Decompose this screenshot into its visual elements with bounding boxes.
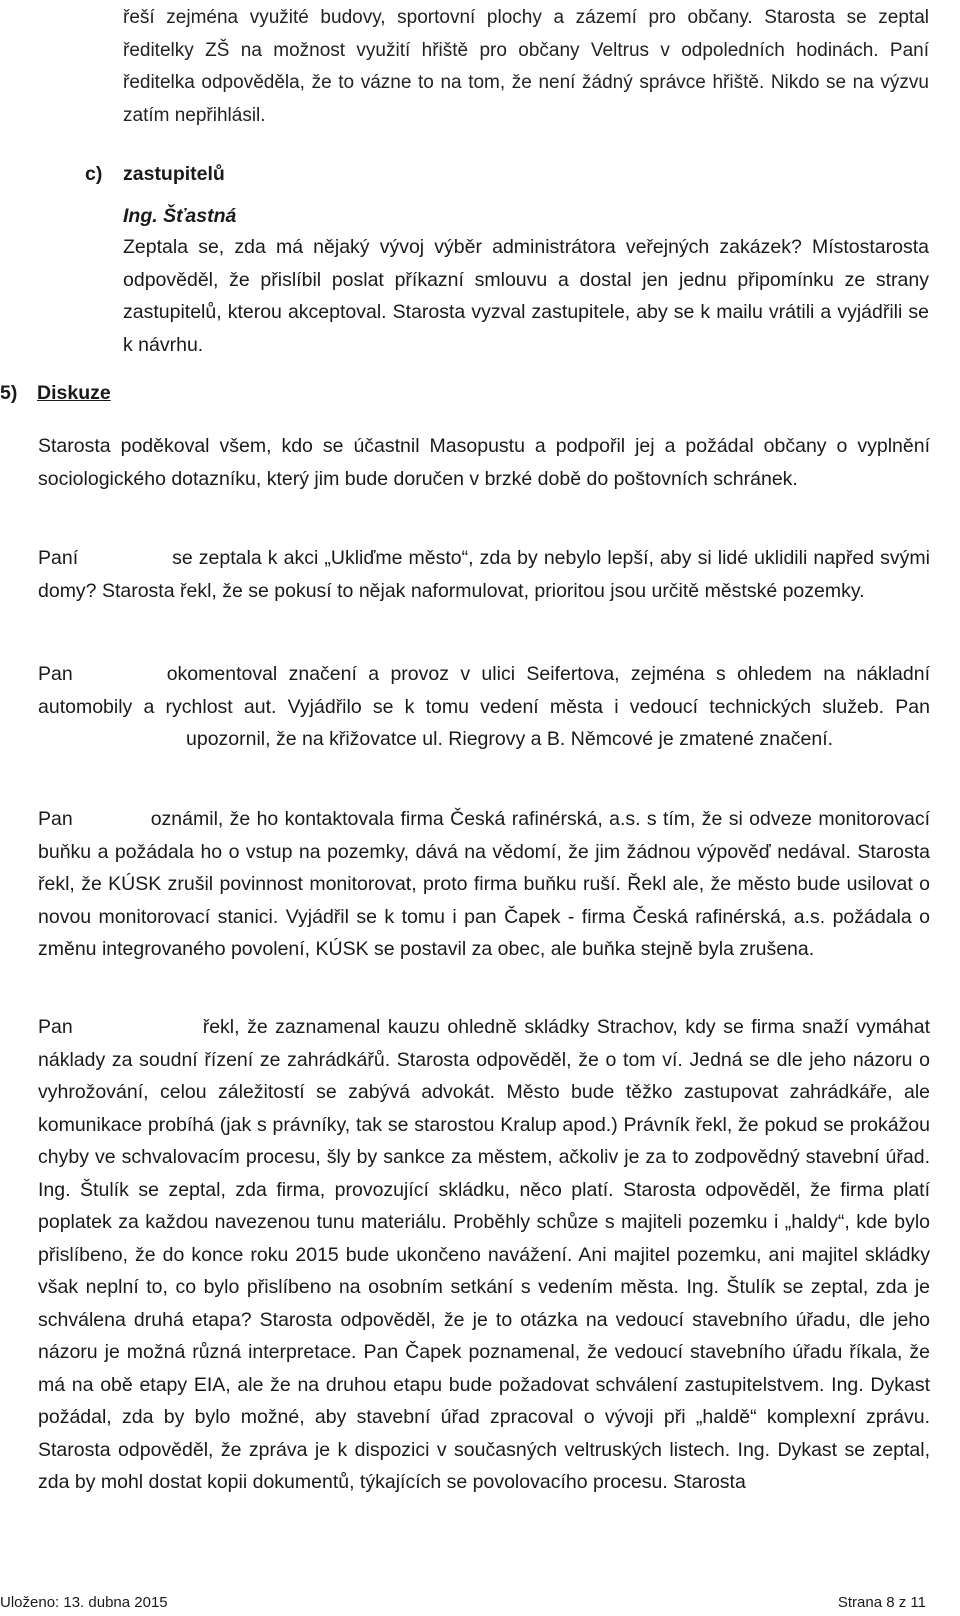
p4-text: oznámil, že ho kontaktovala firma Česká rafinérská, a.s. s tím, že si odveze monitorovací buňku a požádala ho o vstup na pozemky, dává na vědomí, že jim žádnou výpověď nedával. Starosta řekl, že KÚSK zrušil povinnost monitorovat, proto firma buňku ruší. Řekl ale, že město bude usilovat o novou monitorovací stanici. Vyjádřil se k tomu i pan Čapek - firma Česká rafinérská, a.s. požádala o změnu integrovaného povolení, KÚSK se postavil za obec, ale buňka stejně byla zrušena.	[38, 808, 930, 960]
section-c-label: c)	[85, 163, 103, 185]
discussion-paragraph-3	[38, 658, 930, 756]
speaker-name: Ing. Šťastná	[123, 205, 237, 227]
p2-lead: Paní	[38, 547, 79, 569]
footer-page-number: Strana 8 z 11	[837, 1594, 926, 1611]
intro-paragraph: řeší zejména využité budovy, sportovní plochy a zázemí pro občany. Starosta se zeptal ředitelky ZŠ na možnost využití hřiště pro občany Veltrus v odpoledních hodinách. Paní ředitelka odpověděla, že to vázne to na tom, že není žádný správce hřiště. Nikdo se na výzvu zatím nepřihlásil.	[123, 7, 929, 126]
p3-text-2: upozornil, že na křižovatce ul. Riegrovy a B. Němcové je zmatené značení.	[186, 728, 834, 750]
p3-text: okomentoval značení a provoz v ulici Seifertova, zejména s ohledem na nákladní automobily a rychlost aut. Vyjádřilo se k tomu vedení města i vedoucí technických služeb. Pan	[38, 663, 930, 718]
section-c-title: zastupitelů	[123, 163, 225, 185]
p5-text: řekl, že zaznamenal kauzu ohledně skládky Strachov, kdy se firma snaží vymáhat náklady za soudní řízení ze zahrádkářů. Starosta odpověděl, že o tom ví. Jedná se dle jeho názoru o vyhrožování, celou záležitostí se zabývá advokát. Město bude těžko zastupovat zahrádkáře, ale komunikace probíhá (jak s právníky, tak se starostou Kralup apod.) Právník řekl, že pokud se prokážou chyby ve schvalovacím procesu, šly by sankce za městem, ačkoliv je za to zodpovědný stavební úřad. Ing. Štulík se zeptal, zda firma, provozující skládku, něco platí. Starosta odpověděl, že firma platí poplatek za každou navezenou tunu materiálu. Proběhly schůze s majiteli pozemku i „haldy“, kde bylo přislíbeno, že do konce roku 2015 bude ukončeno navážení. Ani majitel pozemku, ani majitel skládky však neplní to, co bylo přislíbeno na osobním setkání s vedením města. Ing. Štulík se zeptal, zda je schválena druhá etapa? Starosta odpověděl, že je to otázka na vedoucí stavebního úřadu, dle jeho názoru je možná různá interpretace. Pan Čapek poznamenal, že vedoucí stavebního úřadu říkala, že má na obě etapy EIA, ale že na druhou etapu bude požadovat schválení zastupitelstvem. Ing. Dykast požádal, zda by bylo možné, aby stavební úřad zpracoval o vývoji při „haldě“ komplexní zprávu. Starosta odpověděl, že zpráva je k dispozici v současných veltruských listech. Ing. Dykast se zeptal, zda by mohl dostat kopii dokumentů, týkajících se povolovacího procesu. Starosta	[38, 1016, 930, 1493]
section-5-title: Diskuze	[37, 382, 111, 404]
section-c-heading	[85, 158, 225, 190]
p4-lead: Pan	[38, 808, 73, 830]
p2-text: se zeptala k akci „Ukliďme město“, zda by nebylo lepší, aby si lidé uklidili napřed svými domy? Starosta řekl, že se pokusí to nějak naformulovat, prioritou jsou určitě městské pozemky.	[38, 547, 930, 602]
discussion-paragraph-1: Starosta poděkoval všem, kdo se účastnil Masopustu a podpořil jej a požádal občany o vyplnění sociologického dotazníku, který jim bude doručen v brzké době do poštovních schránek.	[38, 435, 930, 490]
discussion-paragraph-2	[38, 542, 930, 607]
p5-lead: Pan	[38, 1016, 73, 1038]
discussion-paragraph-4	[38, 803, 930, 966]
section-5-heading	[0, 377, 111, 409]
p3-lead: Pan	[38, 663, 73, 685]
section-5-number: 5)	[0, 382, 18, 404]
section-c-text: Zeptala se, zda má nějaký vývoj výběr administrátora veřejných zakázek? Místostarosta odpověděl, že přislíbil poslat příkazní smlouvu a dostal jen jednu připomínku ze strany zastupitelů, kterou akceptoval. Starosta vyzval zastupitele, aby se k mailu vrátili a vyjádřili se k návrhu.	[123, 236, 929, 356]
footer-saved-date: Uloženo: 13. dubna 2015	[0, 1594, 168, 1611]
discussion-paragraph-5	[38, 1011, 930, 1499]
